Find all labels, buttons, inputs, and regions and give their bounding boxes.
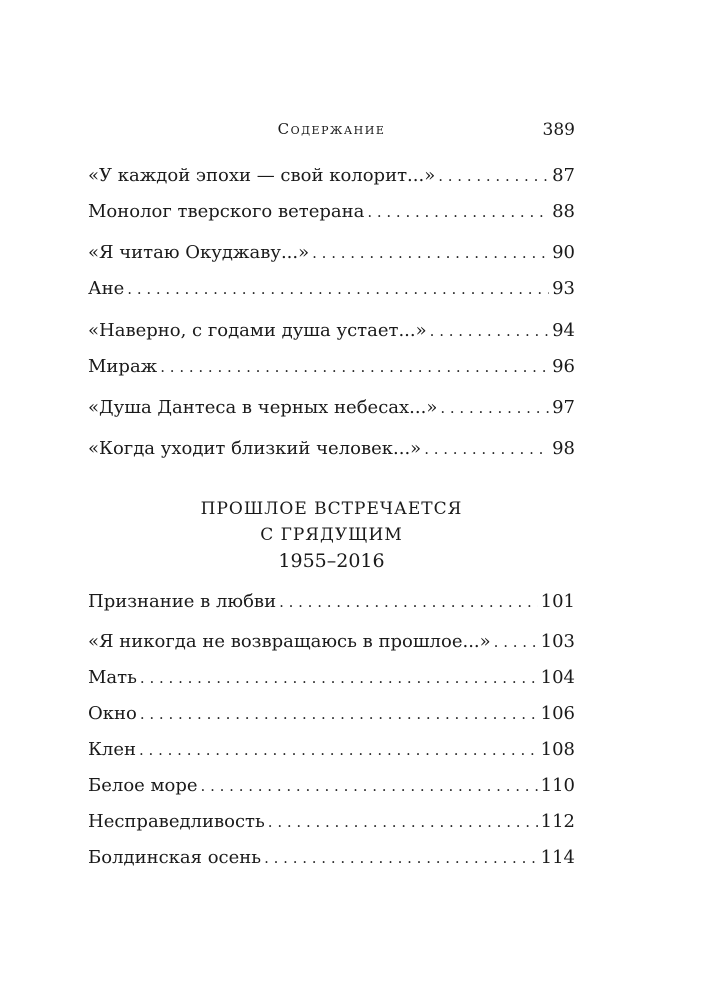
toc-entry	[88, 665, 575, 691]
section-heading-line2: С ГРЯДУЩИМ	[260, 525, 403, 545]
toc-entry-page: 96	[552, 356, 575, 377]
toc-entry-wrapper	[88, 809, 575, 835]
toc-entry-wrapper	[88, 395, 575, 421]
toc-entry-title: Несправедливость	[88, 811, 265, 832]
toc-entry-page: 90	[552, 242, 575, 263]
toc-entry	[88, 199, 575, 225]
section-heading-years: 1955–2016	[278, 550, 385, 572]
page-number: 389	[542, 120, 575, 140]
toc-entry-wrapper	[88, 436, 575, 462]
toc-entry	[88, 845, 575, 871]
toc-entry-title: Мать	[88, 667, 137, 688]
running-head	[88, 120, 575, 142]
toc-entry-page: 103	[540, 631, 575, 652]
toc-entry-wrapper	[88, 589, 575, 615]
dot-leader	[424, 436, 549, 462]
toc-entry	[88, 276, 575, 302]
toc-entry-page: 93	[552, 278, 575, 299]
toc-entry-title: «Душа Дантеса в черных небесах...»	[88, 397, 438, 418]
toc-entry-wrapper	[88, 629, 575, 655]
toc-entry-title: Клен	[88, 739, 137, 760]
toc-entry-title: Признание в любви	[88, 591, 277, 612]
toc-entry-page: 88	[552, 201, 575, 222]
dot-leader	[279, 589, 538, 615]
toc-entry	[88, 318, 575, 344]
toc-entry-wrapper	[88, 318, 575, 344]
toc-entry-title: «Я никогда не возвращаюсь в прошлое...»	[88, 631, 491, 652]
toc-entry	[88, 436, 575, 462]
dot-leader	[268, 809, 538, 835]
running-title: Содержание	[277, 120, 386, 138]
toc-entry	[88, 395, 575, 421]
toc-entry	[88, 354, 575, 380]
dot-leader	[127, 276, 549, 302]
toc-entry-wrapper	[88, 240, 575, 266]
dot-leader	[438, 163, 549, 189]
toc-entry	[88, 163, 575, 189]
toc-entry-page: 104	[540, 667, 575, 688]
toc-entry-page: 108	[540, 739, 575, 760]
dot-leader	[494, 629, 538, 655]
toc-entry-page: 87	[552, 165, 575, 186]
toc-entry-page: 112	[540, 811, 575, 832]
toc-entry-wrapper	[88, 701, 575, 727]
toc-entry-wrapper	[88, 845, 575, 871]
toc-entry	[88, 737, 575, 763]
toc-entry-title: Монолог тверского ветерана	[88, 201, 365, 222]
dot-leader	[264, 845, 538, 871]
toc-entry-page: 94	[552, 320, 575, 341]
toc-entry	[88, 809, 575, 835]
dot-leader	[140, 665, 538, 691]
toc-entry	[88, 773, 575, 799]
dot-leader	[440, 395, 549, 421]
toc-entry-title: «Наверно, с годами душа устает...»	[88, 320, 427, 341]
dot-leader	[312, 240, 549, 266]
dot-leader	[140, 701, 538, 727]
dot-leader	[201, 773, 538, 799]
dot-leader	[139, 737, 538, 763]
toc-entry-title: Окно	[88, 703, 137, 724]
toc-entry-title: «Когда уходит близкий человек...»	[88, 438, 422, 459]
toc-entry-page: 106	[540, 703, 575, 724]
dot-leader	[430, 318, 549, 344]
toc-entry-page: 97	[552, 397, 575, 418]
toc-entry-title: Болдинская осень	[88, 847, 262, 868]
toc-entry-page: 101	[540, 591, 575, 612]
dot-leader	[367, 199, 549, 225]
toc-entry-wrapper	[88, 199, 575, 225]
section-heading-line1: ПРОШЛОЕ ВСТРЕЧАЕТСЯ	[200, 499, 463, 519]
toc-entry-title: Мираж	[88, 356, 158, 377]
dot-leader	[160, 354, 549, 380]
toc-entry-wrapper	[88, 773, 575, 799]
toc-entry	[88, 629, 575, 655]
toc-entry-wrapper	[88, 276, 575, 302]
toc-entry-wrapper	[88, 665, 575, 691]
section-heading	[88, 496, 575, 574]
toc-entry-title: «У каждой эпохи — свой колорит...»	[88, 165, 436, 186]
toc-entry-page: 114	[540, 847, 575, 868]
toc-entry-wrapper	[88, 163, 575, 189]
toc-entry	[88, 589, 575, 615]
toc-entry-wrapper	[88, 354, 575, 380]
toc-entry-title: «Я читаю Окуджаву...»	[88, 242, 310, 263]
toc-entry	[88, 240, 575, 266]
toc-entry	[88, 701, 575, 727]
toc-entry-wrapper	[88, 737, 575, 763]
toc-entry-page: 98	[552, 438, 575, 459]
toc-entry-page: 110	[540, 775, 575, 796]
toc-entry-title: Ане	[88, 278, 125, 299]
toc-entry-title: Белое море	[88, 775, 198, 796]
